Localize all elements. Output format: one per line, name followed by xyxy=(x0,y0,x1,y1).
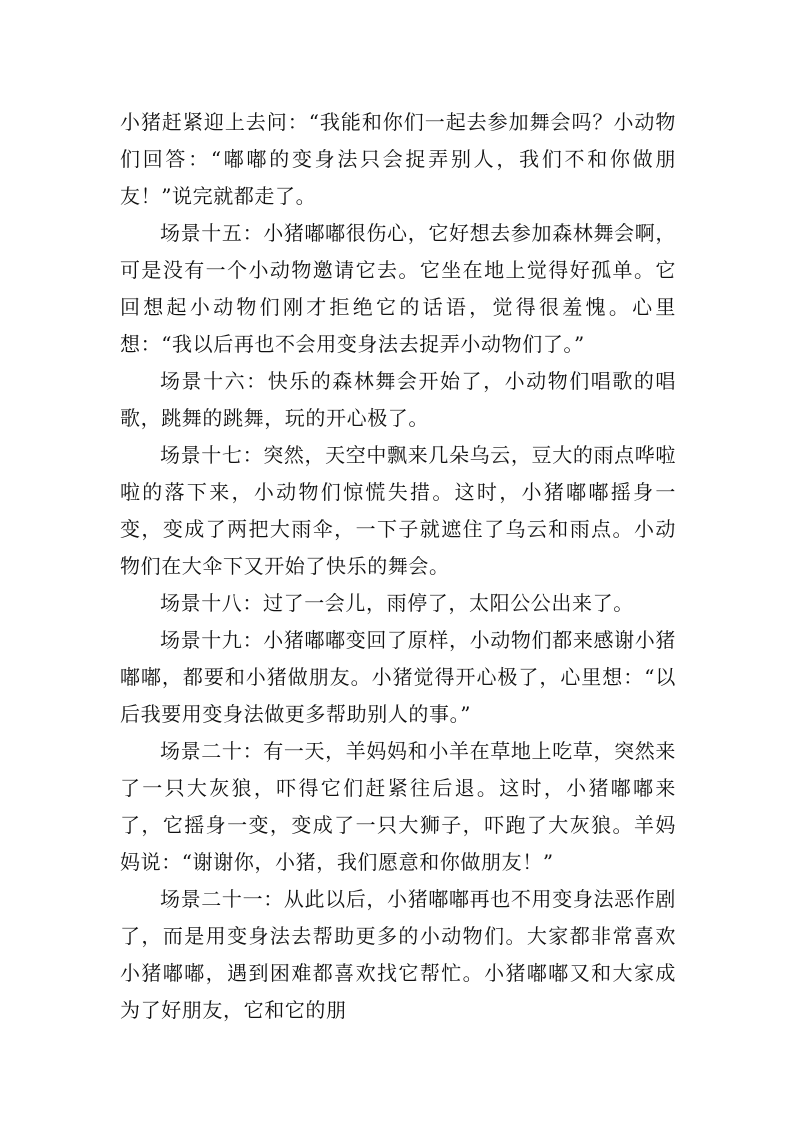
paragraph-scene-20: 场景二十：有一天，羊妈妈和小羊在草地上吃草，突然来了一只大灰狼，吓得它们赶紧往后退。这时，小猪嘟嘟来了，它摇身一变，变成了一只大狮子，吓跑了大灰狼。羊妈妈说：“谢谢你，小猪，我们愿意和你做朋友！” xyxy=(120,739,676,874)
paragraph-scene-18: 场景十八：过了一会儿，雨停了，太阳公公出来了。 xyxy=(160,591,634,615)
paragraph-scene-17: 场景十七：突然，天空中飘来几朵乌云，豆大的雨点哗啦啦的落下来，小动物们惊慌失措。这时，小猪嘟嘟摇身一变，变成了两把大雨伞，一下子就遮住了乌云和雨点。小动物们在大伞下又开始了快乐的舞会。 xyxy=(120,443,676,578)
paragraph-scene-19: 场景十九：小猪嘟嘟变回了原样，小动物们都来感谢小猪嘟嘟，都要和小猪做朋友。小猪觉得开心极了，心里想：“以后我要用变身法做更多帮助别人的事。” xyxy=(120,628,676,726)
document-body xyxy=(120,104,676,1029)
paragraph-scene-21: 场景二十一：从此以后，小猪嘟嘟再也不用变身法恶作剧了，而是用变身法去帮助更多的小动物们。大家都非常喜欢小猪嘟嘟，遇到困难都喜欢找它帮忙。小猪嘟嘟又和大家成为了好朋友，它和它的朋 xyxy=(120,887,676,1022)
paragraph-continuation: 小猪赶紧迎上去问：“我能和你们一起去参加舞会吗？小动物们回答：“嘟嘟的变身法只会捉弄别人，我们不和你做朋友！”说完就都走了。 xyxy=(120,110,676,208)
paragraph-scene-15: 场景十五：小猪嘟嘟很伤心，它好想去参加森林舞会啊，可是没有一个小动物邀请它去。它坐在地上觉得好孤单。它回想起小动物们刚才拒绝它的话语，觉得很羞愧。心里想：“我以后再也不会用变身法去捉弄小动物们了。” xyxy=(120,221,676,356)
paragraph-scene-16: 场景十六：快乐的森林舞会开始了，小动物们唱歌的唱歌，跳舞的跳舞，玩的开心极了。 xyxy=(120,369,676,430)
